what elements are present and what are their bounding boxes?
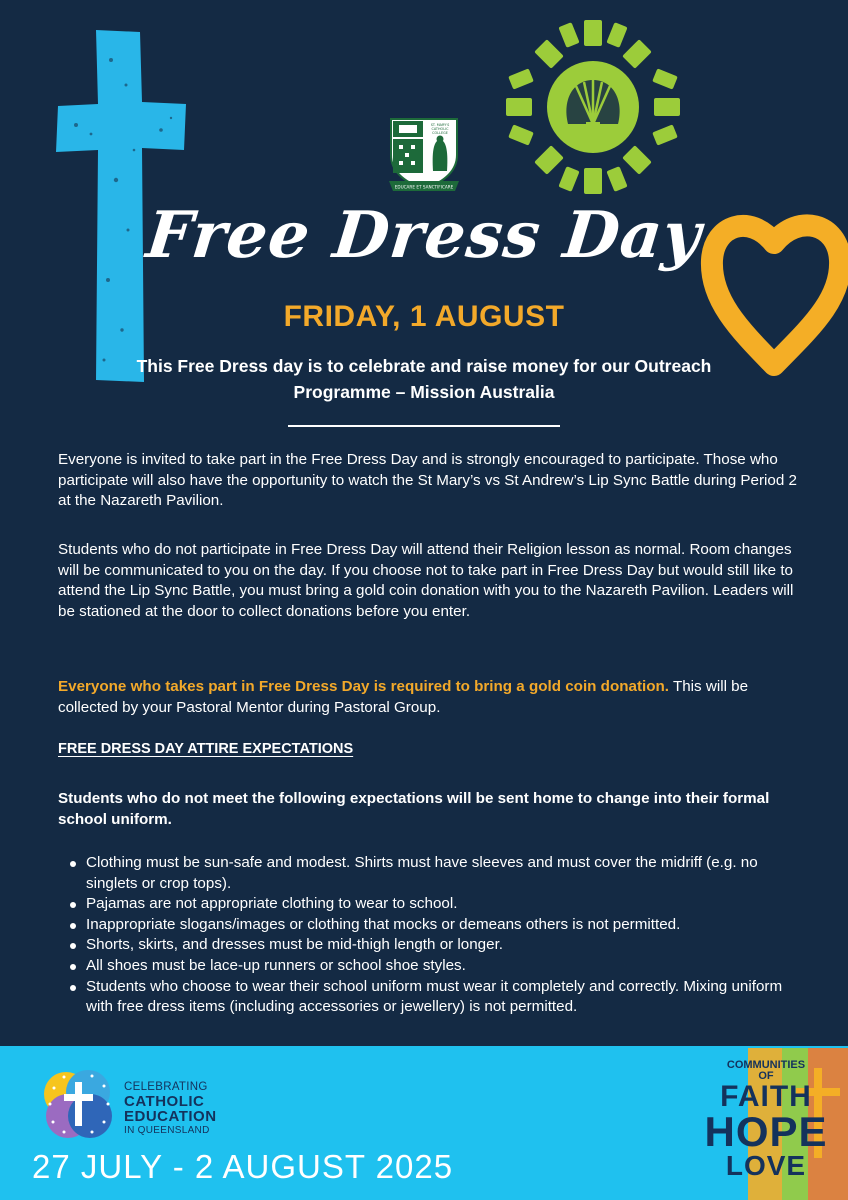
- attire-rules-list: [66, 853, 811, 1018]
- school-crest-icon: [385, 115, 463, 195]
- intro-paragraph: Everyone is invited to take part in the Free Dress Day and is strongly encouraged to participate. Those who participate will also have the opportunity to watch the St Mary’s vs St Andrew’s Lip Sync Battle during Period 2 at the Nazareth Pavilion.: [58, 451, 797, 509]
- cce-line-1: CELEBRATING: [124, 1081, 208, 1093]
- cfhl-love: LOVE: [725, 1150, 807, 1181]
- sun-shell-icon: [498, 12, 688, 202]
- donation-highlight: Everyone who takes part in Free Dress Day is required to bring a gold coin donation.: [58, 678, 670, 695]
- cfhl-faith: FAITH: [720, 1080, 812, 1113]
- attire-heading: FREE DRESS DAY ATTIRE EXPECTATIONS: [58, 741, 354, 757]
- celebration-dates: 27 JULY - 2 AUGUST 2025: [32, 1148, 454, 1185]
- non-participant-paragraph: Students who do not participate in Free Dress Day will attend their Religion lesson as normal. Room changes will be communicated to you on the day. If you choose not to take part in Free Dress Day but would still like to attend the Lip Sync Battle, you must bring a gold coin donation with you to the Nazareth Pavilion. Leaders will be stationed at the door to collect donations before you enter.: [58, 541, 794, 620]
- page-title: Free Dress Day: [142, 198, 706, 273]
- list-item: Students who choose to wear their school uniform must wear it completely and correctly. Mixing uniform with free dress items (including accessories or jewellery) is not permitted.: [66, 977, 811, 1018]
- event-date: FRIDAY, 1 AUGUST: [283, 300, 565, 333]
- list-item: Shorts, skirts, and dresses must be mid-thigh length or longer.: [66, 935, 811, 956]
- list-item: All shoes must be lace-up runners or school shoe styles.: [66, 956, 811, 977]
- cce-line-2: CATHOLIC: [124, 1093, 205, 1110]
- list-item: Clothing must be sun-safe and modest. Shirts must have sleeves and must cover the midriff (e.g. no singlets or crop tops).: [66, 853, 811, 894]
- svg-text:ST. MARY'S: ST. MARY'S: [430, 123, 450, 127]
- svg-text:COLLEGE: COLLEGE: [432, 131, 448, 135]
- svg-text:CATHOLIC: CATHOLIC: [431, 127, 449, 131]
- event-subtitle: This Free Dress day is to celebrate and raise money for our Outreach Programme – Mission Australia: [136, 356, 712, 402]
- cfhl-hope: HOPE: [704, 1108, 828, 1155]
- donation-detail: This will be collected by your Pastoral Mentor during Pastoral Group.: [58, 678, 749, 716]
- cce-line-3: EDUCATION: [124, 1108, 217, 1125]
- attire-warning: Students who do not meet the following expectations will be sent home to change into their formal school uniform.: [58, 790, 770, 828]
- cce-logo-icon: [38, 1064, 118, 1144]
- list-item: Pajamas are not appropriate clothing to wear to school.: [66, 894, 811, 915]
- cce-logo-text: [124, 1080, 217, 1138]
- divider: [288, 425, 560, 427]
- cfhl-communities: COMMUNITIES: [726, 1059, 806, 1071]
- cfhl-logo: [702, 1060, 830, 1180]
- svg-text:EDUCARE ET SANCTIFICARE: EDUCARE ET SANCTIFICARE: [394, 184, 454, 190]
- cfhl-of: OF: [758, 1070, 774, 1082]
- cce-line-4: IN QUEENSLAND: [124, 1125, 210, 1136]
- list-item: Inappropriate slogans/images or clothing that mocks or demeans others is not permitted.: [66, 915, 811, 936]
- donation-paragraph: [58, 677, 808, 718]
